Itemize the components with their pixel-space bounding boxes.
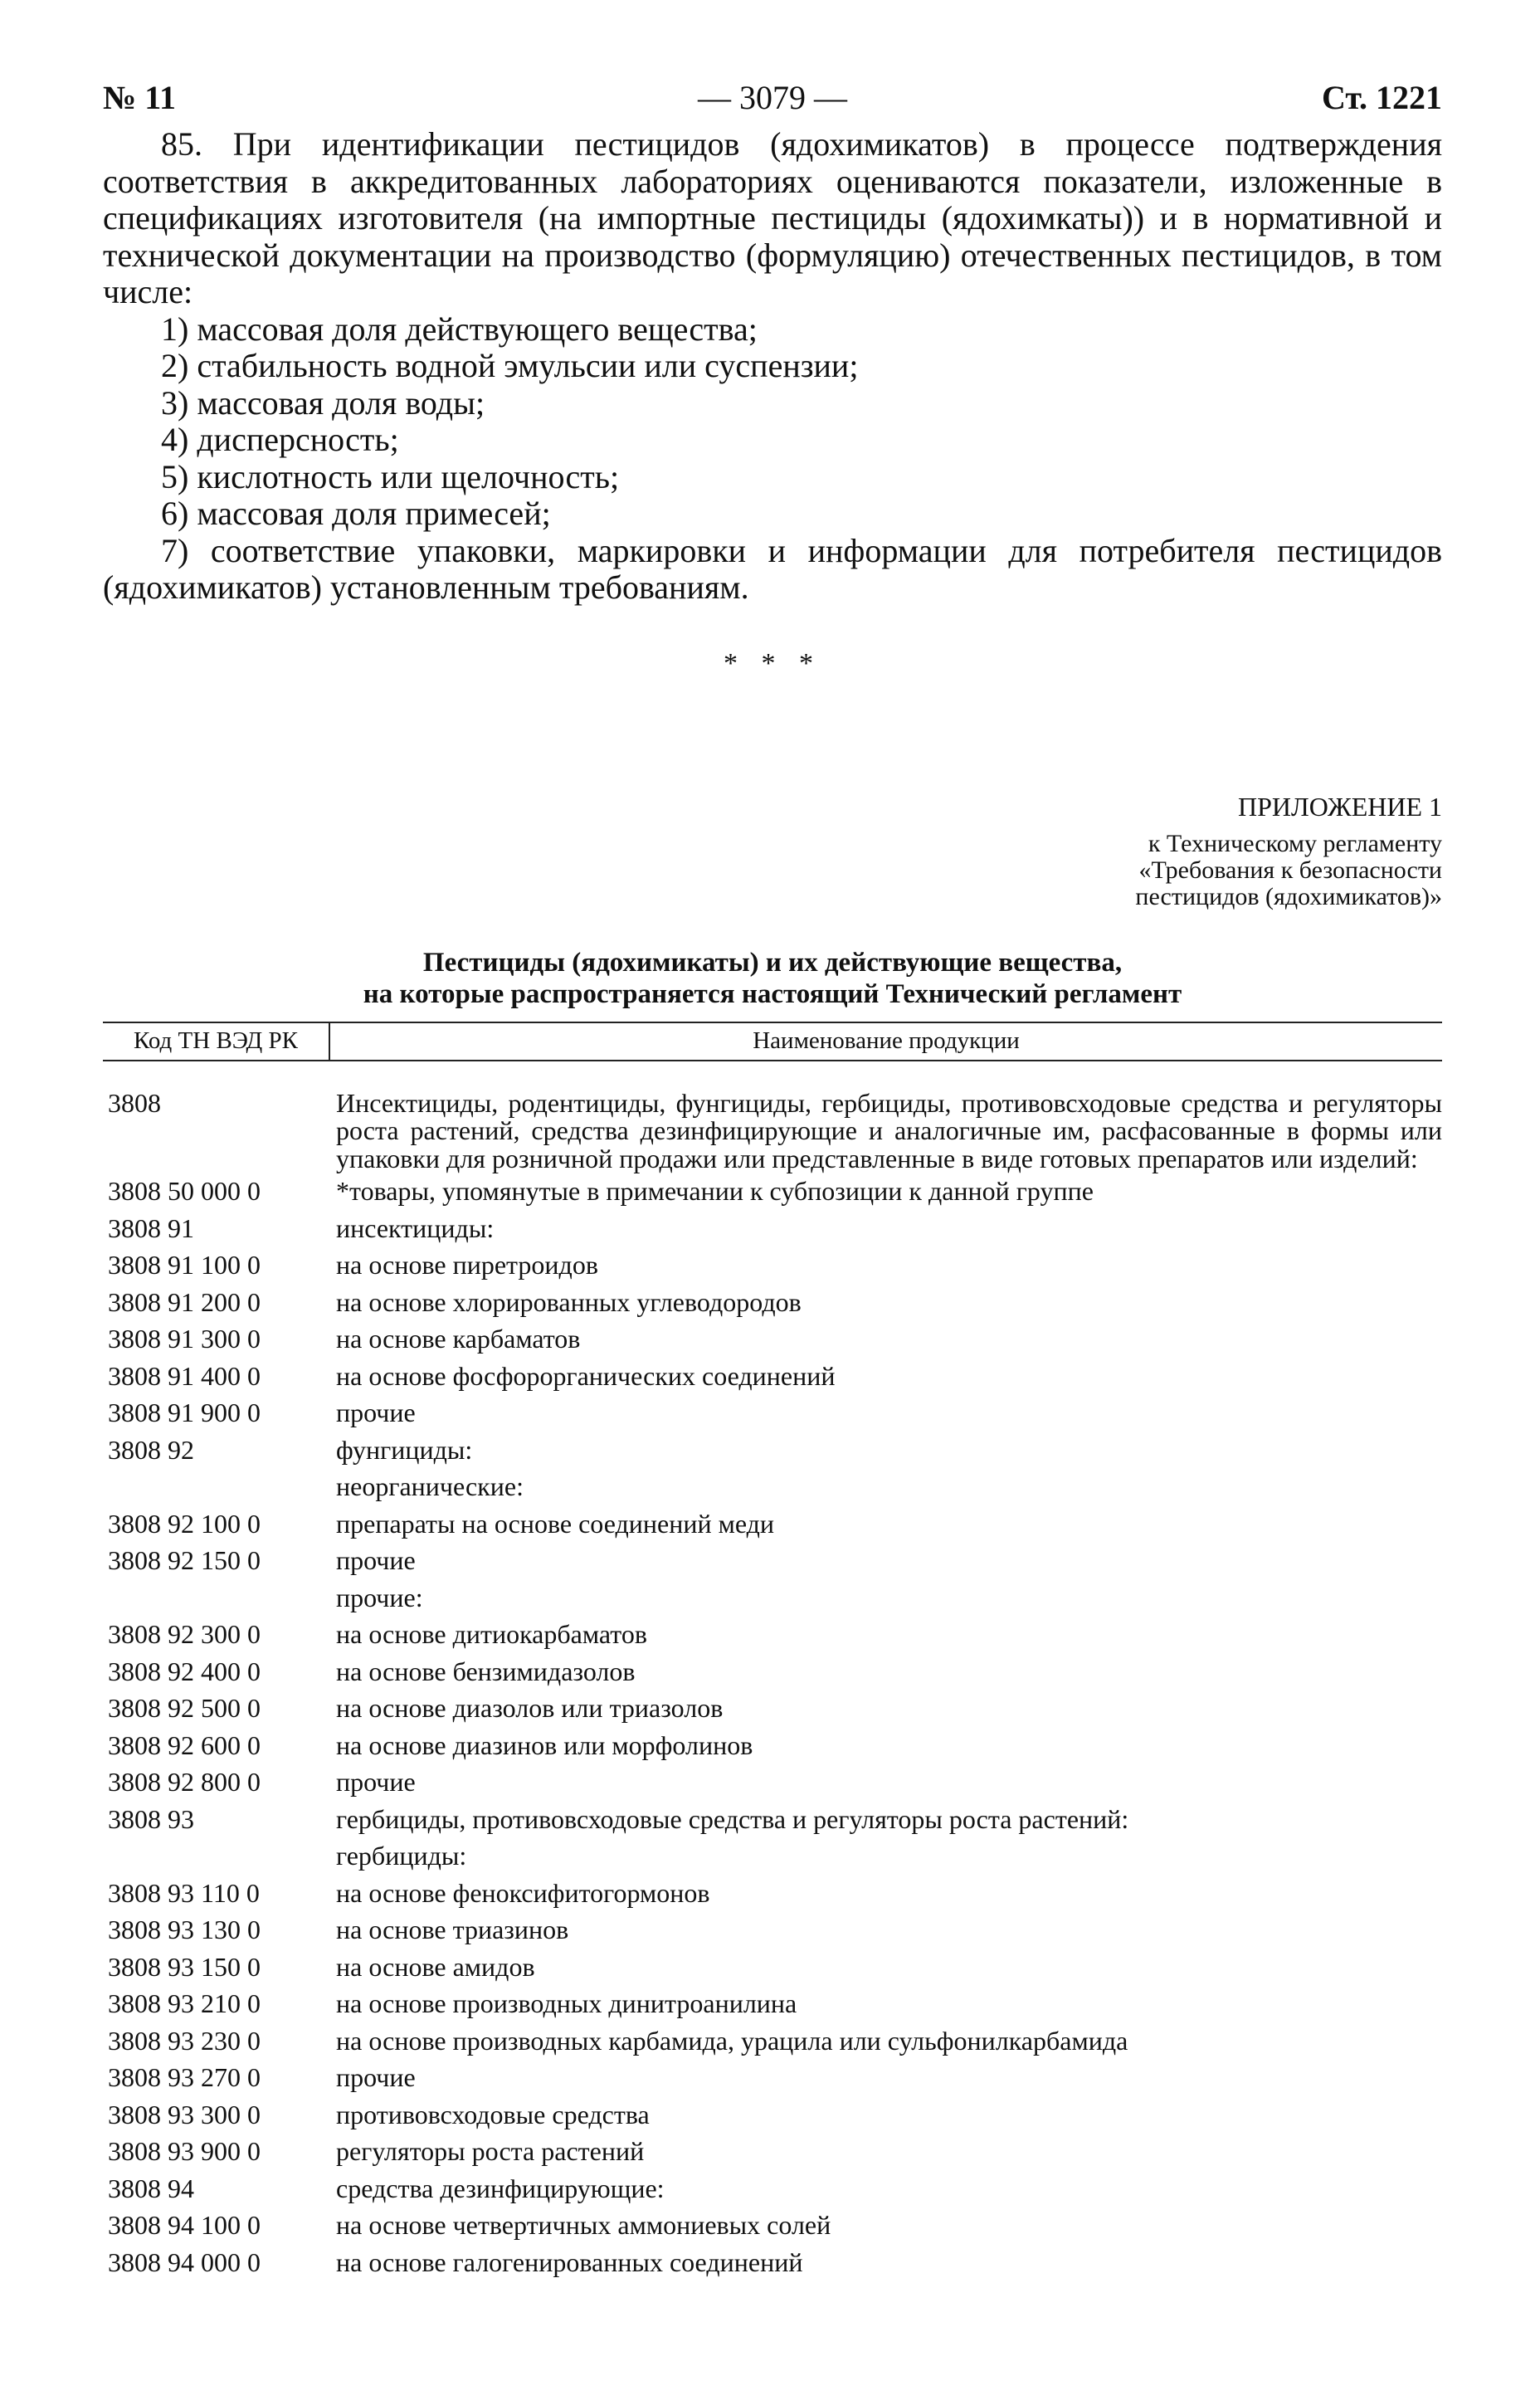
list-item: 3) массовая доля воды; — [161, 383, 485, 422]
product-name: фунгициды: — [336, 1434, 473, 1465]
product-name: на основе амидов — [336, 1951, 535, 1982]
column-header-code: Код ТН ВЭД РК — [103, 1022, 329, 1061]
product-code: 3808 93 300 0 — [108, 2099, 261, 2129]
product-name: *товары, упомянутые в примечании к субпозиции к данной группе — [336, 1176, 1094, 1206]
table-row — [103, 1949, 1442, 1986]
product-code-table — [103, 1022, 1442, 2281]
product-name: препараты на основе соединений меди — [336, 1508, 775, 1539]
table-row — [103, 2059, 1442, 2096]
table-row — [103, 1358, 1442, 1395]
appendix-line: «Требования к безопасности — [1138, 856, 1442, 884]
product-code: 3808 92 300 0 — [108, 1619, 261, 1649]
product-name: на основе диазолов или триазолов — [336, 1693, 724, 1723]
product-code — [103, 1837, 329, 1875]
table-title — [103, 947, 1442, 1010]
product-name: на основе производных динитроанилина — [336, 1988, 797, 2018]
appendix-line: пестицидов (ядохимикатов)» — [1135, 882, 1442, 910]
issue-number: № 11 — [103, 79, 176, 116]
product-name: средства дезинфицирующие: — [336, 2173, 665, 2203]
product-name: на основе фосфорорганических соединений — [336, 1360, 836, 1391]
product-code: 3808 93 270 0 — [108, 2062, 261, 2092]
table-row — [103, 1690, 1442, 1727]
table-row — [103, 2244, 1442, 2281]
table-row — [103, 1837, 1442, 1875]
product-code: 3808 92 400 0 — [108, 1656, 261, 1686]
product-code: 3808 91 — [108, 1212, 194, 1243]
product-name: на основе феноксифитогормонов — [336, 1877, 710, 1908]
appendix-heading — [103, 789, 1442, 910]
product-code: 3808 91 900 0 — [108, 1398, 261, 1427]
product-code: 3808 94 — [108, 2173, 194, 2203]
product-name: на основе хлорированных углеводородов — [336, 1286, 802, 1317]
table-row — [103, 1985, 1442, 2022]
table-row — [103, 2133, 1442, 2170]
product-code: 3808 91 400 0 — [108, 1360, 261, 1391]
main-text — [103, 126, 1442, 607]
product-code: 3808 93 — [108, 1803, 194, 1834]
product-code: 3808 91 100 0 — [108, 1250, 261, 1280]
list-item: 4) дисперсность; — [161, 421, 399, 458]
product-code: 3808 93 150 0 — [108, 1951, 261, 1982]
product-code: 3808 94 100 0 — [108, 2210, 261, 2240]
product-code: 3808 92 500 0 — [108, 1693, 261, 1723]
table-title-line: на которые распространяется настоящий Технический регламент — [363, 978, 1182, 1009]
product-name: гербициды, противовсходовые средства и регуляторы роста растений: — [336, 1803, 1129, 1834]
product-code: 3808 93 210 0 — [108, 1988, 261, 2018]
table-row — [103, 1801, 1442, 1838]
appendix-title: ПРИЛОЖЕНИЕ 1 — [1237, 791, 1442, 822]
table-row — [103, 1246, 1442, 1284]
product-code: 3808 93 900 0 — [108, 2136, 261, 2166]
product-name: гербициды: — [336, 1841, 467, 1871]
table-row — [103, 1284, 1442, 1321]
product-name: прочие — [336, 2062, 416, 2092]
table-row — [103, 1432, 1442, 1469]
product-code: 3808 93 230 0 — [108, 2025, 261, 2056]
product-code: 3808 93 110 0 — [108, 1877, 260, 1908]
page-header — [103, 73, 1442, 123]
section-separator: * * * — [724, 647, 821, 679]
product-name: на основе производных карбамида, урацила или сульфонилкарбамида — [336, 2025, 1128, 2056]
table-row — [103, 1505, 1442, 1543]
list-item: 6) массовая доля примесей; — [161, 495, 551, 532]
table-row — [103, 1579, 1442, 1617]
table-row — [103, 1616, 1442, 1653]
table-row — [103, 1394, 1442, 1432]
product-code: 3808 92 100 0 — [108, 1508, 261, 1539]
product-code: 3808 — [108, 1087, 161, 1118]
product-name: прочие — [336, 1545, 416, 1575]
table-row — [103, 1061, 1442, 1173]
product-code: 3808 93 130 0 — [108, 1915, 261, 1944]
product-name: на основе пиретроидов — [336, 1250, 598, 1280]
article-number: Ст. 1221 — [1322, 79, 1442, 116]
table-title-line: Пестициды (ядохимикаты) и их действующие вещества, — [422, 947, 1123, 978]
product-code: 3808 91 200 0 — [108, 1286, 261, 1317]
table-row — [103, 1653, 1442, 1690]
product-code: 3808 94 000 0 — [108, 2246, 261, 2277]
product-name: неорганические: — [336, 1471, 524, 1501]
product-name: противовсходовые средства — [336, 2099, 650, 2129]
product-name: на основе дитиокарбаматов — [336, 1619, 647, 1649]
list-item: 2) стабильность водной эмульсии или суспензии; — [161, 347, 859, 384]
paragraph-85: 85. При идентификации пестицидов (ядохимикатов) в процессе подтверждения соответствия в аккредитованных лабораториях оцениваются показатели, изложенные в спецификациях изготовителя (на импортные пестициды (ядохимкаты)) и в нормативной и технической документации на производство (формуляцию) отечественных пестицидов, в том числе: — [103, 125, 1442, 310]
product-name: регуляторы роста растений — [336, 2136, 645, 2166]
table-row — [103, 1173, 1442, 1210]
table-body — [103, 1061, 1442, 2281]
document-page — [103, 73, 1442, 2280]
list-item: 7) соответствие упаковки, маркировки и информации для потребителя пестицидов (ядохимикатов) установленным требованиям. — [103, 531, 1442, 606]
table-row — [103, 2170, 1442, 2207]
table-row — [103, 1210, 1442, 1247]
table-row — [103, 2096, 1442, 2134]
table-row — [103, 1727, 1442, 1764]
product-code — [103, 1579, 329, 1617]
product-name: прочие — [336, 1398, 416, 1427]
product-name: на основе карбаматов — [336, 1324, 581, 1354]
table-row — [103, 1875, 1442, 1912]
list-item: 1) массовая доля действующего вещества; — [161, 310, 758, 348]
product-code: 3808 92 150 0 — [108, 1545, 261, 1575]
product-code: 3808 50 000 0 — [108, 1176, 261, 1206]
product-code: 3808 92 600 0 — [108, 1729, 261, 1760]
product-name: Инсектициды, родентициды, фунгициды, гербициды, противовсходовые средства и регуляторы роста растений, средства дезинфицирующие и аналогичные им, расфасованные в формы или упаковки для розничной продажи или представленные в виде готовых препаратов или изделий: — [336, 1087, 1442, 1173]
table-row — [103, 1320, 1442, 1358]
product-code — [103, 1468, 329, 1505]
product-code: 3808 92 800 0 — [108, 1767, 261, 1797]
column-header-name: Наименование продукции — [329, 1022, 1442, 1061]
table-row — [103, 2022, 1442, 2060]
product-name: инсектициды: — [336, 1212, 495, 1243]
product-name: на основе четвертичных аммониевых солей — [336, 2210, 831, 2240]
table-row — [103, 2207, 1442, 2244]
appendix-line: к Техническому регламенту — [1148, 829, 1442, 857]
product-name: на основе бензимидазолов — [336, 1656, 636, 1686]
table-header-row — [103, 1022, 1442, 1061]
product-name: на основе галогенированных соединений — [336, 2246, 803, 2277]
appendix-reference — [103, 831, 1442, 910]
product-name: на основе диазинов или морфолинов — [336, 1729, 753, 1760]
product-name: на основе триазинов — [336, 1915, 569, 1944]
table-row — [103, 1468, 1442, 1505]
table-row — [103, 1763, 1442, 1801]
list-item: 5) кислотность или щелочность; — [161, 457, 620, 495]
product-name: прочие — [336, 1767, 416, 1797]
table-row — [103, 1911, 1442, 1949]
product-code: 3808 91 300 0 — [108, 1324, 261, 1354]
product-code: 3808 92 — [108, 1434, 194, 1465]
table-row — [103, 1542, 1442, 1579]
product-name: прочие: — [336, 1582, 423, 1612]
page-number: — 3079 — — [698, 79, 847, 116]
